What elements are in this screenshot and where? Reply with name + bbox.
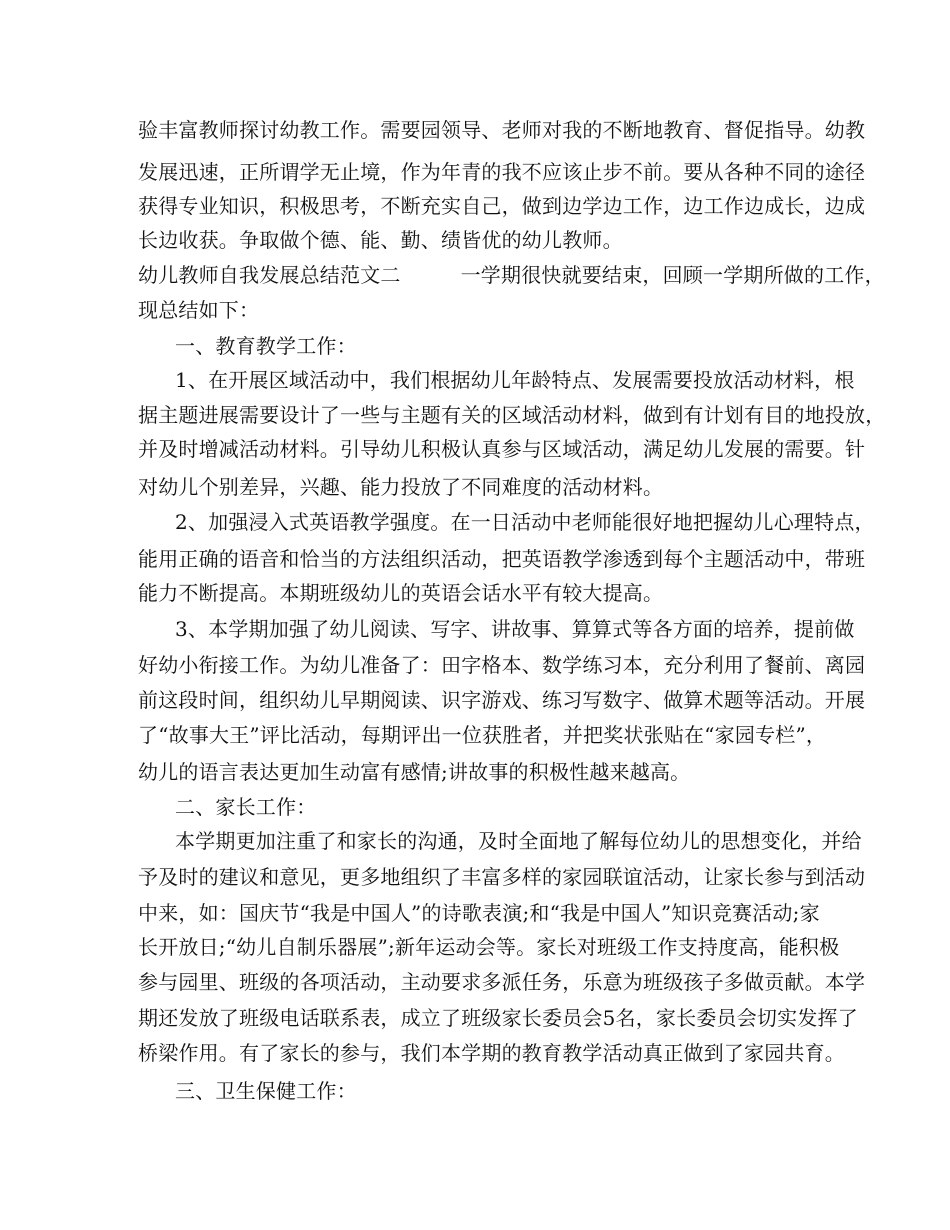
text-line: 好幼小衔接工作。为幼儿准备了：田字格本、数学练习本，充分利用了餐前、离园 [138, 653, 866, 677]
section-title: 幼儿教师自我发展总结范文二 [138, 263, 401, 287]
text-line: 了“故事大王”评比活动，每期评出一位获胜者，并把奖状张贴在“家园专栏”， [138, 723, 827, 747]
text-line: 前这段时间，组织幼儿早期阅读、识字游戏、练习写数字、做算术题等活动。开展 [138, 688, 866, 712]
text-line: 中来，如：国庆节“我是中国人”的诗歌表演;和“我是中国人”知识竞赛活动;家 [138, 901, 820, 925]
text-line: 期还发放了班级电话联系表，成立了班级家长委员会5名，家长委员会切实发挥了 [138, 1006, 858, 1030]
text-line: 本学期更加注重了和家长的沟通，及时全面地了解每位幼儿的思想变化，并给 [175, 829, 862, 853]
text-line: 予及时的建议和意见，更多地组织了丰富多样的家园联谊活动，让家长参与到活动 [138, 865, 866, 889]
text-line: 能用正确的语音和恰当的方法组织活动，把英语教学渗透到每个主题活动中，带班 [138, 547, 866, 571]
text-line: 参与园里、班级的各项活动，主动要求多派任务，乐意为班级孩子多做贡献。本学 [138, 970, 866, 994]
text-line: 发展迅速，正所谓学无止境，作为年青的我不应该止步不前。要从各种不同的途径 [138, 160, 866, 184]
text-line: 据主题进展需要设计了一些与主题有关的区域活动材料，做到有计划有目的地投放， [138, 403, 886, 427]
text-line: 2、加强浸入式英语教学强度。在一日活动中老师能很好地把握幼儿心理特点， [175, 510, 875, 534]
section-heading: 三、卫生保健工作： [175, 1079, 357, 1103]
text-line: 3、本学期加强了幼儿阅读、写字、讲故事、算算式等各方面的培养，提前做 [175, 617, 855, 641]
text-line: 一学期很快就要结束，回顾一学期所做的工作， [460, 263, 885, 287]
text-line: 现总结如下： [138, 298, 260, 322]
text-line: 1、在开展区域活动中，我们根据幼儿年龄特点、发展需要投放活动材料，根 [175, 368, 855, 392]
text-line: 获得专业知识，积极思考，不断充实自己，做到边学边工作，边工作边成长，边成 [138, 194, 866, 218]
section-heading: 一、教育教学工作： [175, 334, 357, 358]
text-line: 并及时增减活动材料。引导幼儿积极认真参与区域活动，满足幼儿发展的需要。针 [138, 437, 866, 461]
text-line: 桥梁作用。有了家长的参与，我们本学期的教育教学活动真正做到了家园共育。 [138, 1041, 845, 1065]
text-line: 长边收获。争取做个德、能、勤、绩皆优的幼儿教师。 [138, 228, 623, 252]
text-line: 幼儿的语言表达更加生动富有感情;讲故事的积极性越来越高。 [138, 760, 691, 784]
section-heading: 二、家长工作： [175, 795, 317, 819]
text-line: 能力不断提高。本期班级幼儿的英语会话水平有较大提高。 [138, 581, 664, 605]
text-line [138, 263, 885, 287]
text-line: 长开放日;“幼儿自制乐器展”;新年运动会等。家长对班级工作支持度高，能积极 [138, 935, 840, 959]
text-line: 对幼儿个别差异，兴趣、能力投放了不同难度的活动材料。 [138, 475, 664, 499]
text-line: 验丰富教师探讨幼教工作。需要园领导、老师对我的不断地教育、督促指导。幼教 [138, 118, 866, 142]
